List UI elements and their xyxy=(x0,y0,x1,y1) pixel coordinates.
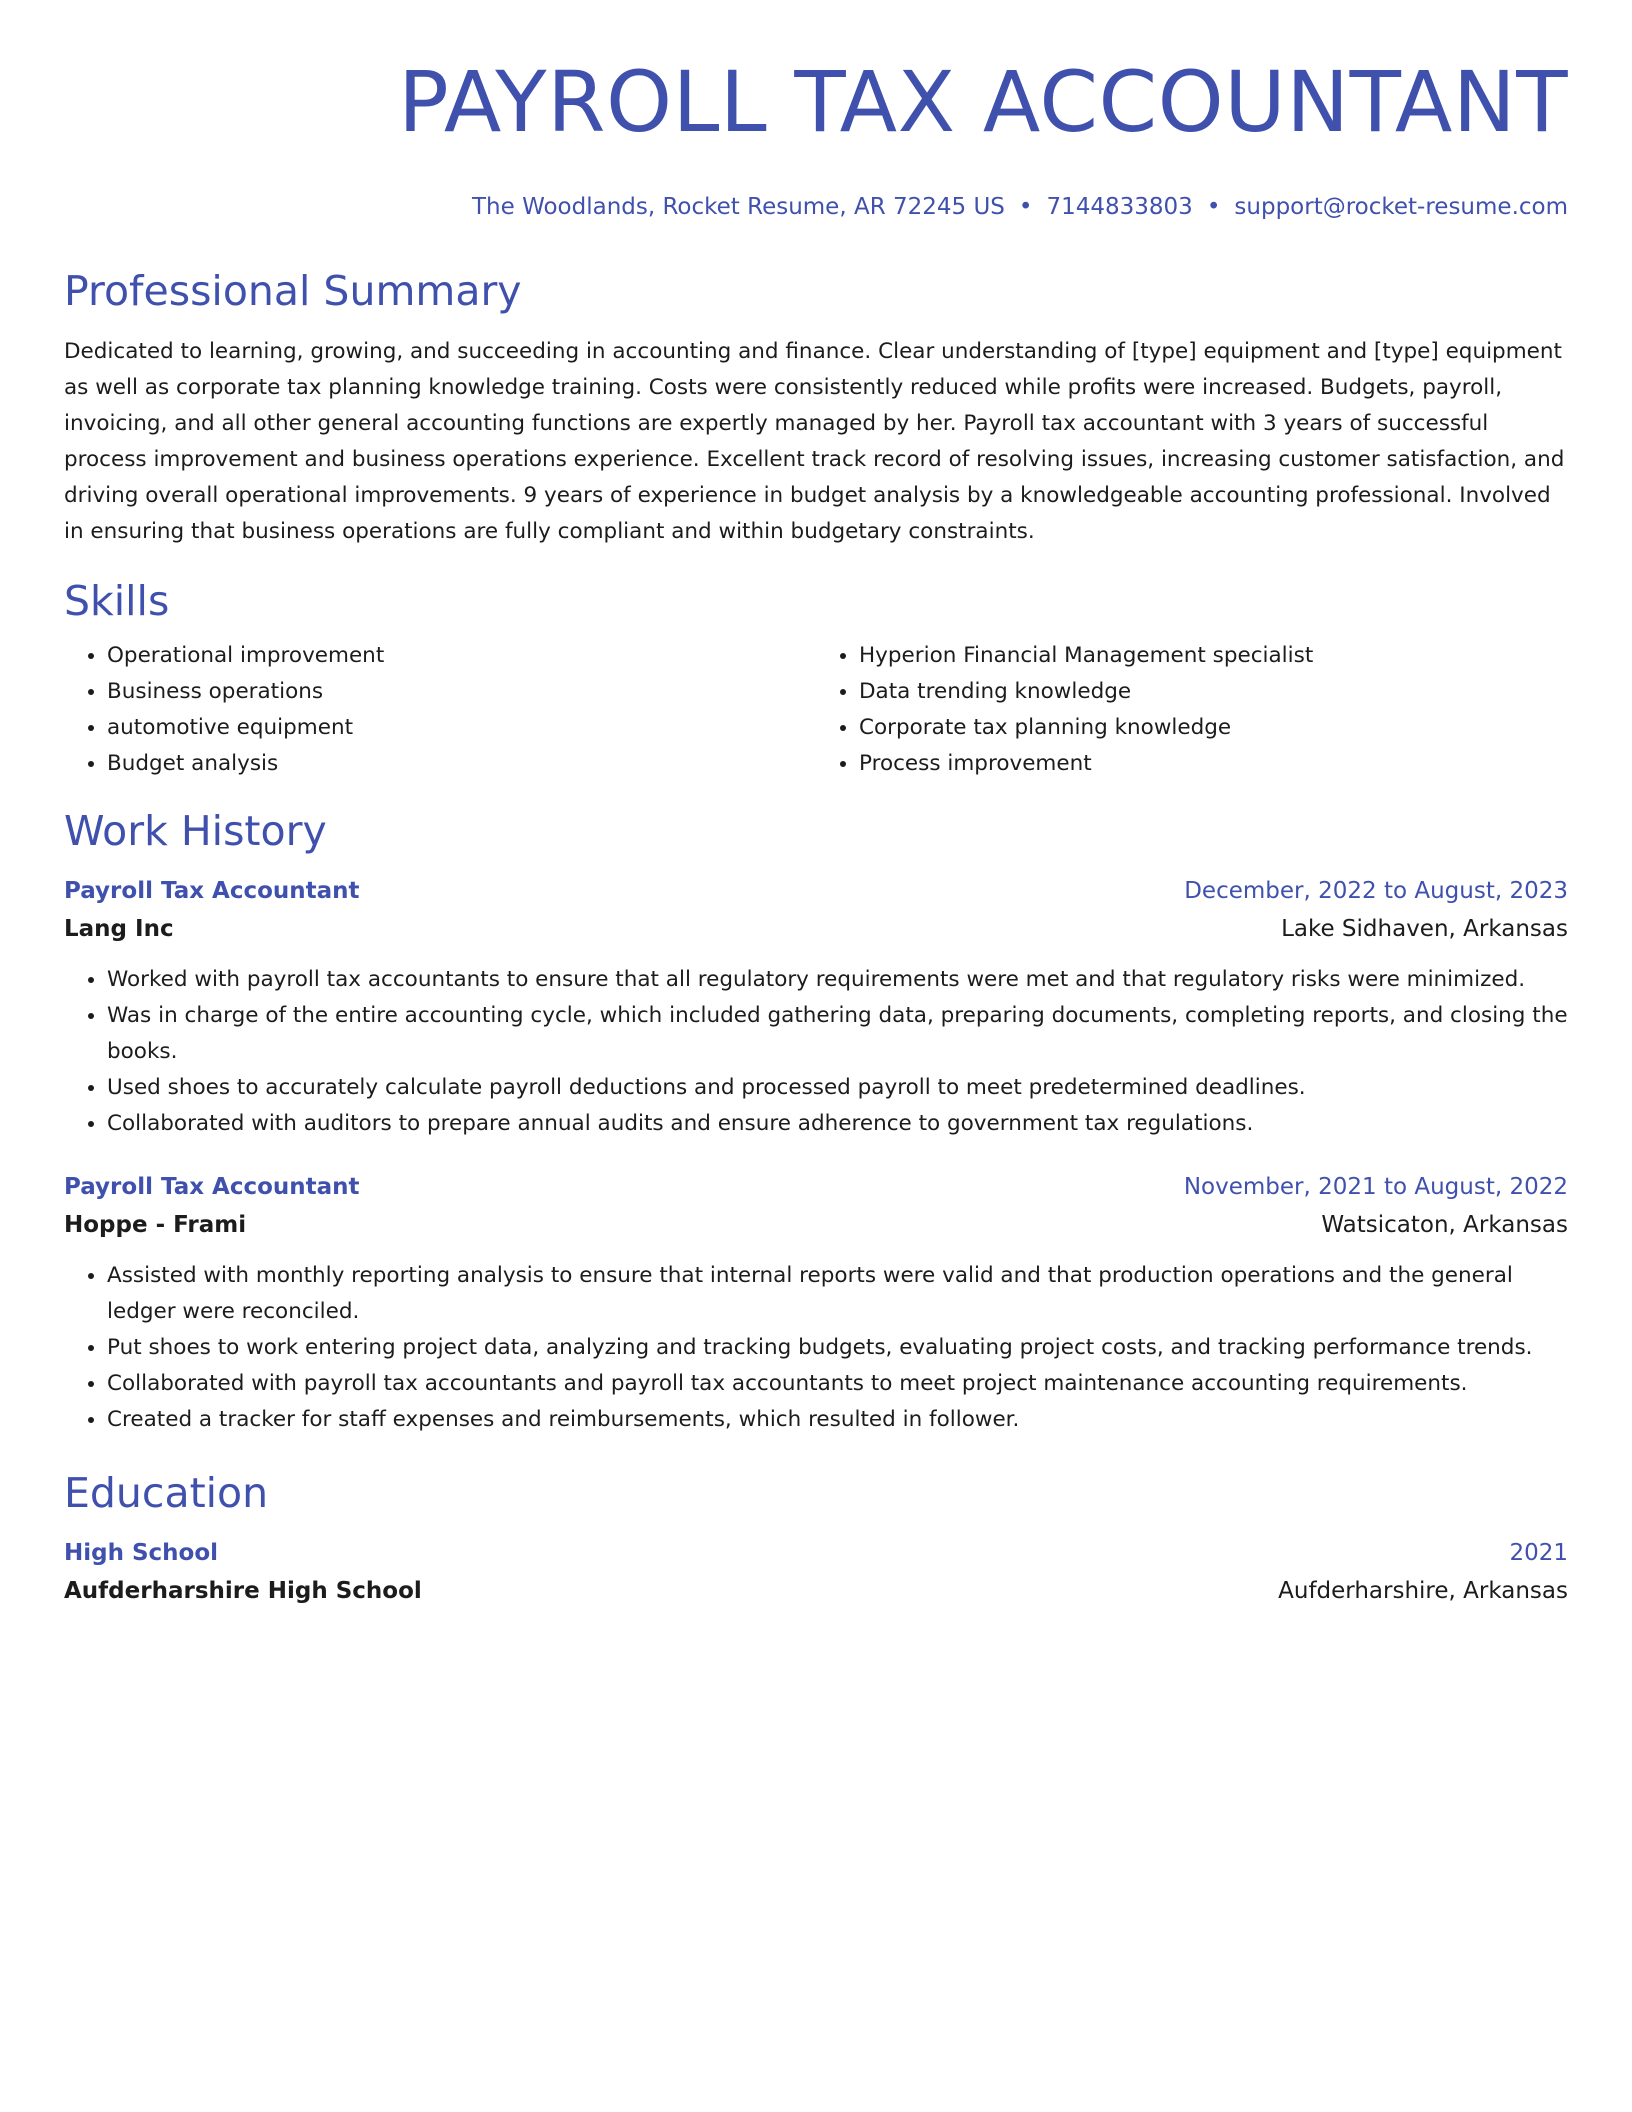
job-header-row xyxy=(64,1168,1568,1206)
job-bullet: • Worked with payroll tax accountants to ensure that all regulatory requirements were met and that regulatory risks were minimized. xyxy=(107,962,1568,998)
job-bullet: • Created a tracker for staff expenses and reimbursements, which resulted in follower. xyxy=(107,1402,1568,1438)
job-bullet: • Assisted with monthly reporting analysis to ensure that internal reports were valid and that production operations and the general ledger were reconciled. xyxy=(107,1258,1568,1330)
job-bullet: • Was in charge of the entire accounting cycle, which included gathering data, preparing documents, completing reports, and closing the books. xyxy=(107,998,1568,1070)
job-bullets xyxy=(64,962,1568,1142)
skill-item: • Process improvement xyxy=(859,746,1568,782)
education-degree: High School xyxy=(64,1540,219,1566)
job-company: Lang Inc xyxy=(64,916,174,942)
skills-column-left xyxy=(64,638,816,782)
skill-item: • Hyperion Financial Management specialist xyxy=(859,638,1568,674)
contact-separator: • xyxy=(1018,194,1033,220)
contact-line xyxy=(64,192,1568,222)
job-dates: November, 2021 to August, 2022 xyxy=(1183,1174,1568,1200)
job-entry xyxy=(64,1168,1568,1438)
education-entry xyxy=(64,1534,1568,1610)
education-header-row xyxy=(64,1534,1568,1572)
education-school-row xyxy=(64,1572,1568,1610)
contact-address: The Woodlands, Rocket Resume, AR 72245 US xyxy=(471,194,1005,220)
job-dates: December, 2022 to August, 2023 xyxy=(1184,878,1568,904)
job-location: Watsicaton, Arkansas xyxy=(1321,1212,1568,1238)
skill-item: • Business operations xyxy=(107,674,816,710)
skills-list xyxy=(64,638,1568,782)
contact-phone: 7144833803 xyxy=(1046,194,1193,220)
job-bullet: • Used shoes to accurately calculate payroll deductions and processed payroll to meet predetermined deadlines. xyxy=(107,1070,1568,1106)
job-title: Payroll Tax Accountant xyxy=(64,1174,360,1200)
job-company-row xyxy=(64,1206,1568,1244)
skills-column-right xyxy=(816,638,1568,782)
education-school: Aufderharshire High School xyxy=(64,1578,422,1604)
job-entry xyxy=(64,872,1568,1142)
skill-item: • automotive equipment xyxy=(107,710,816,746)
job-bullet: • Collaborated with auditors to prepare annual audits and ensure adherence to government tax regulations. xyxy=(107,1106,1568,1142)
job-header-row xyxy=(64,872,1568,910)
job-bullet: • Put shoes to work entering project data, analyzing and tracking budgets, evaluating project costs, and tracking performance trends. xyxy=(107,1330,1568,1366)
job-company-row xyxy=(64,910,1568,948)
job-location: Lake Sidhaven, Arkansas xyxy=(1281,916,1568,942)
skill-item: • Corporate tax planning knowledge xyxy=(859,710,1568,746)
resume-name: PAYROLL TAX ACCOUNTANT xyxy=(398,53,1568,151)
summary-heading: Professional Summary xyxy=(64,267,522,315)
job-bullet: • Collaborated with payroll tax accountants and payroll tax accountants to meet project maintenance accounting requirements. xyxy=(107,1366,1568,1402)
job-company: Hoppe - Frami xyxy=(64,1212,247,1238)
skill-item: • Data trending knowledge xyxy=(859,674,1568,710)
work-history-heading: Work History xyxy=(64,807,327,855)
education-heading: Education xyxy=(64,1469,269,1517)
skill-item: • Operational improvement xyxy=(107,638,816,674)
summary-text: Dedicated to learning, growing, and succeeding in accounting and finance. Clear understanding of [type] equipment and [type] equipment as well as corporate tax planning knowledge training. Costs were consistently reduced while profits were increased. Budgets, payroll, invoicing, and all other general accounting functions are expertly managed by her. Payroll tax accountant with 3 years of successful process improvement and business operations experience. Excellent track record of resolving issues, increasing customer satisfaction, and driving overall operational improvements. 9 years of experience in budget analysis by a knowledgeable accounting professional. Involved in ensuring that business operations are fully compliant and within budgetary constraints. xyxy=(64,339,1565,544)
skill-item: • Budget analysis xyxy=(107,746,816,782)
job-bullets xyxy=(64,1258,1568,1438)
contact-email: support@rocket-resume.com xyxy=(1234,194,1568,220)
skills-heading: Skills xyxy=(64,577,170,625)
contact-separator: • xyxy=(1206,194,1221,220)
resume-header xyxy=(64,52,1568,222)
job-title: Payroll Tax Accountant xyxy=(64,878,360,904)
education-location: Aufderharshire, Arkansas xyxy=(1278,1578,1568,1604)
education-year: 2021 xyxy=(1509,1540,1568,1566)
